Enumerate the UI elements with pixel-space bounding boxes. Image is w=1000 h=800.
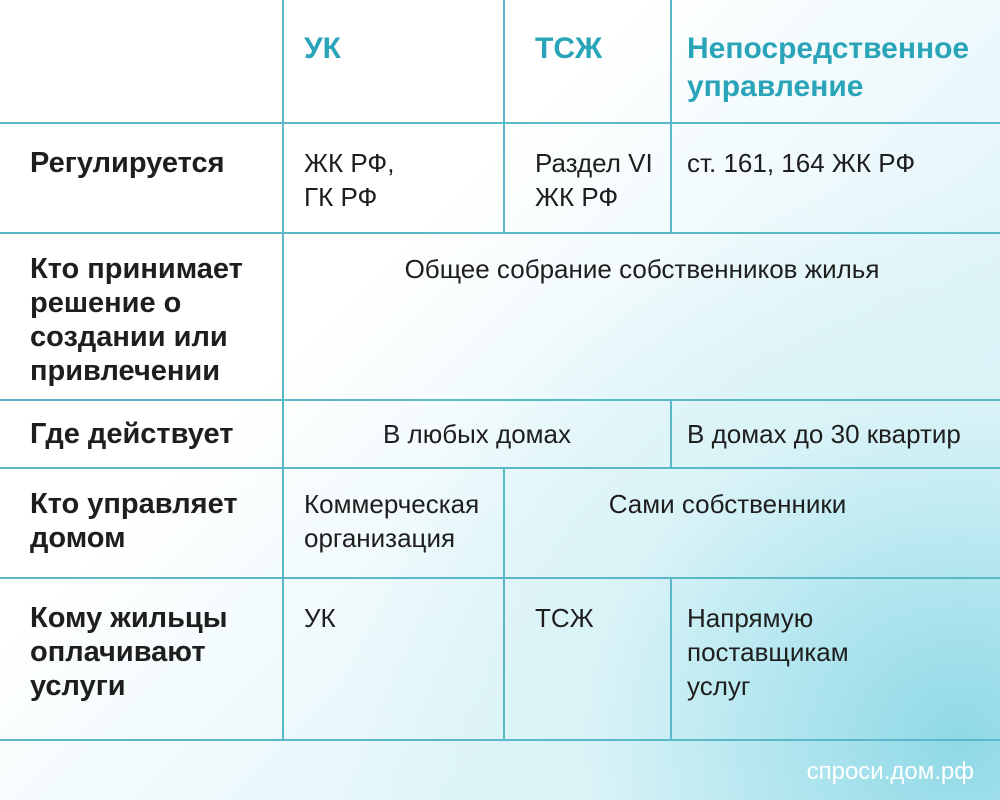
column-header-tszh: ТСЖ [535, 32, 603, 65]
column-divider-1 [282, 0, 284, 740]
row-label-where: Где действует [30, 418, 234, 450]
cell-regulated-tszh: Раздел VI ЖК РФ [535, 148, 653, 212]
cell-regulated-uk: ЖК РФ, ГК РФ [304, 148, 395, 212]
cell-where-direct: В домах до 30 квартир [687, 419, 961, 449]
row-divider-1 [0, 232, 1000, 234]
cell-where-uk-tszh: В любых домах [382, 419, 571, 449]
row-divider-header [0, 122, 1000, 124]
cell-regulated-direct: ст. 161, 164 ЖК РФ [687, 148, 916, 178]
row-label-payment: Кому жильцы оплачивают услуги [30, 602, 228, 702]
cell-payment-direct: Напрямую поставщикам услуг [687, 603, 849, 701]
column-header-uk: УК [304, 32, 341, 65]
cell-manager-uk: Коммерческая организация [304, 489, 480, 553]
row-divider-3 [0, 467, 1000, 469]
row-label-regulated: Регулируется [30, 147, 225, 179]
row-divider-4 [0, 577, 1000, 579]
cell-manager-tszh-direct: Сами собственники [608, 489, 847, 519]
row-divider-2 [0, 399, 1000, 401]
row-label-decision: Кто принимает решение о создании или привлечении [30, 253, 243, 387]
row-divider-5 [0, 739, 1000, 741]
row-label-manager: Кто управляет домом [30, 488, 238, 554]
cell-payment-uk: УК [304, 603, 336, 633]
site-footer-link[interactable]: спроси.дом.рф [806, 758, 974, 785]
cell-payment-tszh: ТСЖ [535, 603, 594, 633]
column-divider-3 [670, 0, 672, 233]
column-divider-2 [503, 0, 505, 233]
column-divider-3c [670, 578, 672, 740]
column-header-direct: Непосредственное управление [687, 32, 970, 103]
column-divider-3b [670, 400, 672, 468]
cell-decision-all: Общее собрание собственников жилья [404, 254, 880, 284]
